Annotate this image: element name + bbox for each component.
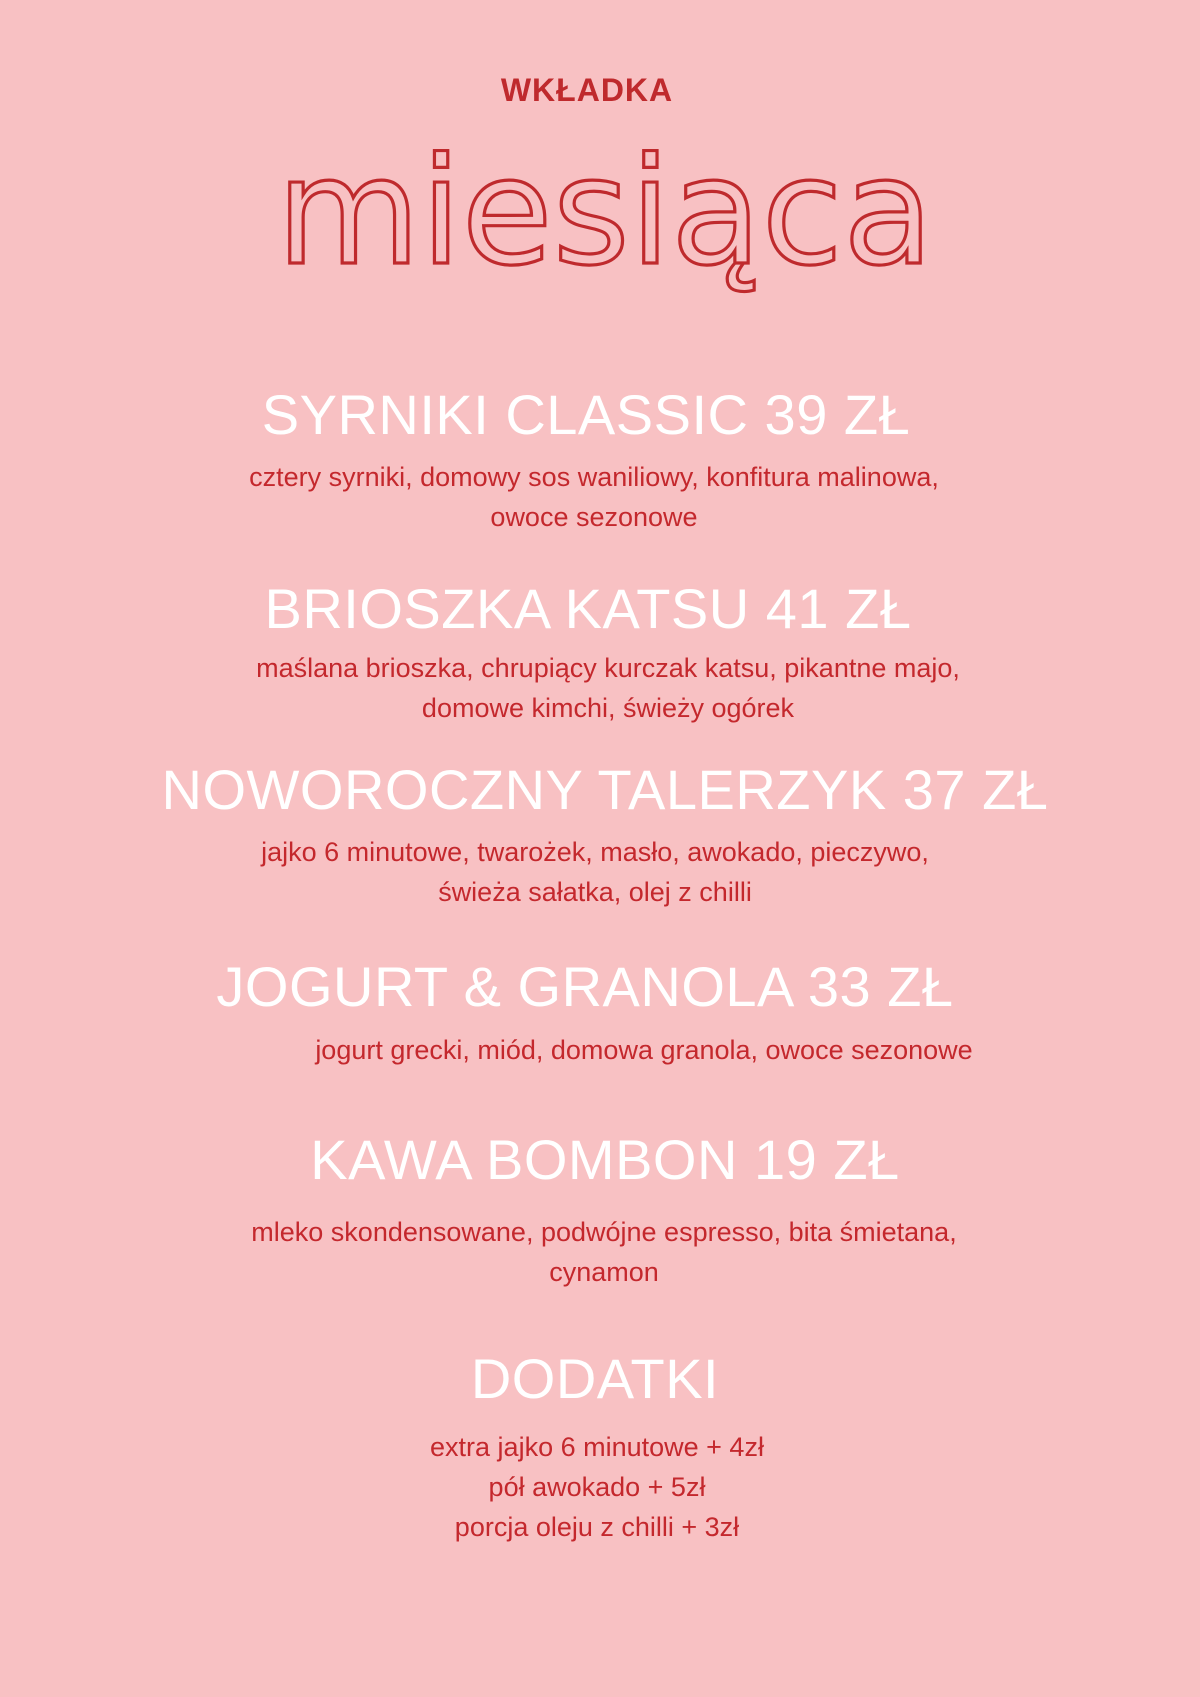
addons-section bbox=[0, 1347, 1200, 1411]
menu-item-desc-line: owoce sezonowe bbox=[490, 502, 698, 532]
addon-line: extra jajko 6 minutowe + 4zł bbox=[430, 1432, 764, 1462]
menu-item-desc-line: maślana brioszka, chrupiący kurczak katsu, pikantne majo, bbox=[256, 653, 960, 683]
menu-item-title: SYRNIKI CLASSIC 39 ZŁ bbox=[261, 383, 911, 446]
menu-item-desc-line: świeża sałatka, olej z chilli bbox=[438, 877, 752, 907]
menu-item-desc-line: jajko 6 minutowe, twarożek, masło, awokado, pieczywo, bbox=[261, 837, 929, 867]
menu-item-title: JOGURT & GRANOLA 33 ZŁ bbox=[216, 955, 954, 1018]
menu-title-text: miesiąca bbox=[276, 126, 934, 298]
menu-item-kawa bbox=[0, 1128, 1200, 1192]
menu-item-title: KAWA BOMBON 19 ZŁ bbox=[310, 1128, 900, 1191]
menu-item-desc bbox=[8, 648, 1200, 728]
menu-item-talerzyk-desc bbox=[0, 832, 1200, 912]
menu-title-graphic bbox=[255, 126, 955, 305]
addon-line: pół awokado + 5zł bbox=[488, 1472, 706, 1502]
menu-item-brioszka-desc bbox=[0, 648, 1200, 728]
menu-kicker: WKŁADKA bbox=[500, 72, 674, 108]
menu-item-title: NOWOROCZNY TALERZYK 37 ZŁ bbox=[161, 758, 1049, 821]
addon-line: porcja oleju z chilli + 3zł bbox=[454, 1512, 740, 1542]
addons-list bbox=[0, 1427, 1200, 1547]
menu-item-talerzyk bbox=[0, 758, 1200, 822]
addons-lines bbox=[0, 1427, 1197, 1547]
menu-item-jogurt-desc bbox=[0, 1030, 1200, 1070]
menu-item-desc-line: jogurt grecki, miód, domowa granola, owoce sezonowe bbox=[315, 1035, 973, 1065]
menu-item-syrniki-desc bbox=[0, 457, 1200, 537]
menu-item-desc-line: mleko skondensowane, podwójne espresso, bita śmietana, bbox=[251, 1217, 957, 1247]
menu-item-title: BRIOSZKA KATSU 41 ZŁ bbox=[264, 577, 912, 640]
menu-item-desc bbox=[44, 1030, 1200, 1070]
menu-item-desc bbox=[0, 832, 1195, 912]
menu-item-desc bbox=[4, 1212, 1200, 1292]
menu-item-desc-line: cztery syrniki, domowy sos waniliowy, konfitura malinowa, bbox=[249, 462, 939, 492]
menu-item-jogurt bbox=[0, 955, 1200, 1019]
menu-item-desc bbox=[0, 457, 1194, 537]
menu-title bbox=[255, 126, 955, 305]
addons-title: DODATKI bbox=[470, 1347, 720, 1410]
menu-item-brioszka bbox=[0, 577, 1200, 641]
menu-item-desc-line: cynamon bbox=[549, 1257, 659, 1287]
menu-item-kawa-desc bbox=[0, 1212, 1200, 1292]
menu-item-desc-line: domowe kimchi, świeży ogórek bbox=[421, 693, 795, 723]
menu-item-syrniki bbox=[0, 383, 1200, 447]
